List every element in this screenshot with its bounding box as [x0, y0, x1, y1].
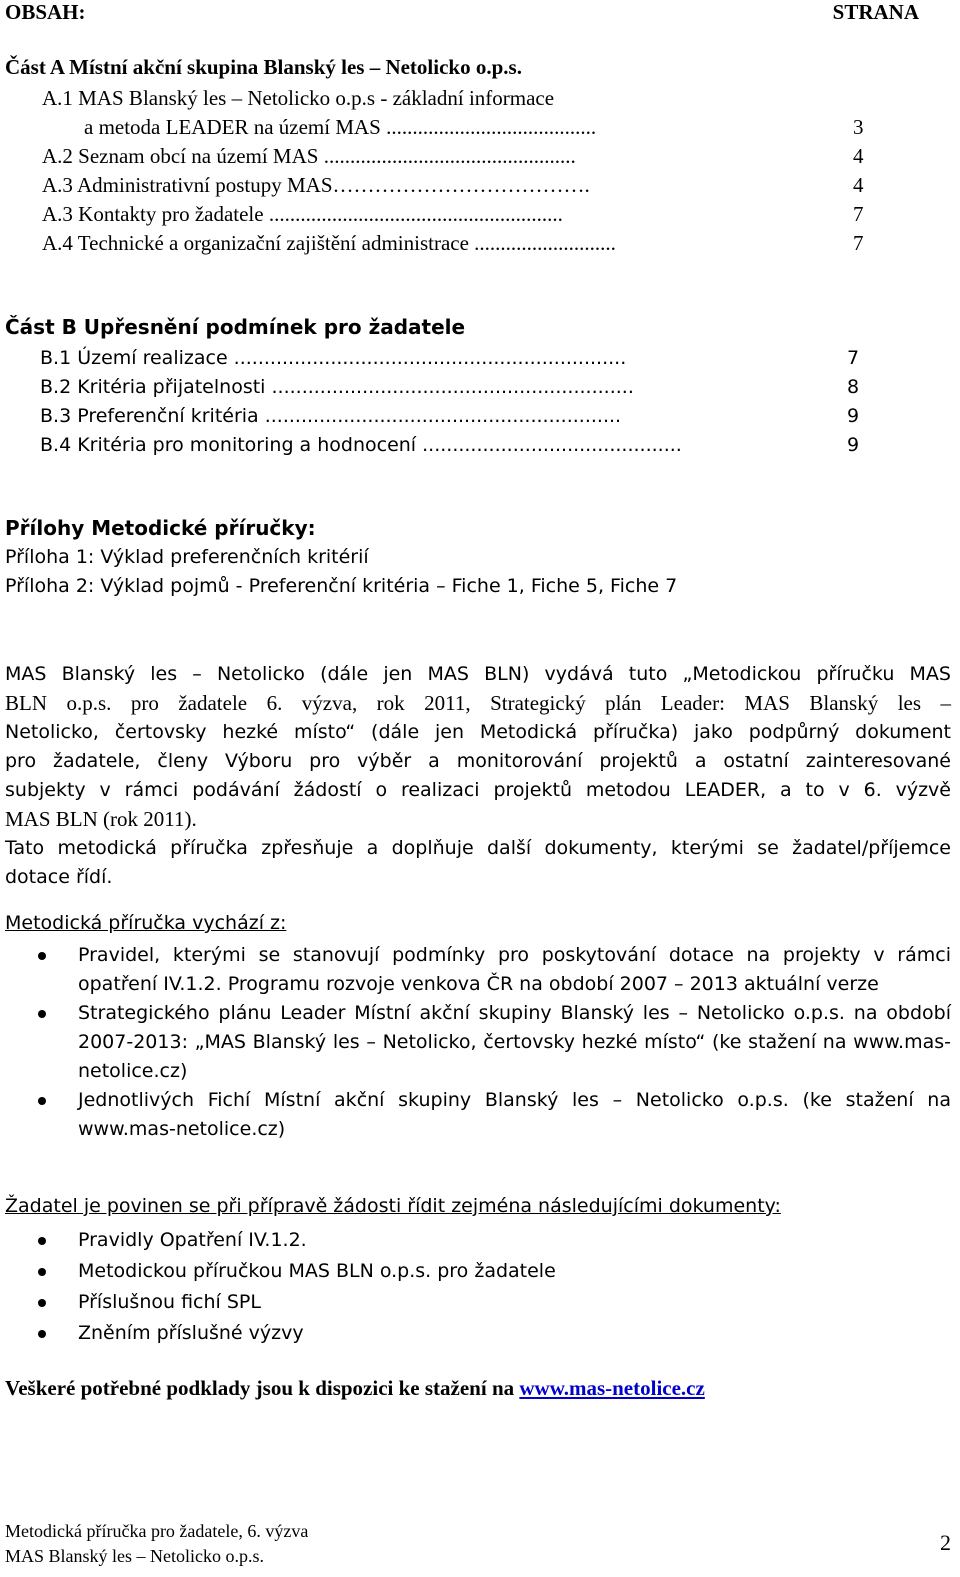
toc-page-number: 3 — [853, 115, 864, 139]
toc-page-number: 9 — [847, 405, 860, 427]
intro-line: pro žadatele, členy Výboru pro výběr a monitorování projektů a ostatní zainteresované — [5, 750, 951, 772]
appendices-title: Přílohy Metodické příručky: — [5, 516, 316, 540]
toc-entry-label: A.3 Kontakty pro žadatele ........................................................ — [42, 202, 563, 226]
obligations-list — [0, 1225, 951, 1349]
footer-doc-title: Metodická příručka pro žadatele, 6. výzva — [5, 1521, 309, 1541]
intro-line: Tato metodická příručka zpřesňuje a doplňuje další dokumenty, kterými se žadatel/příjemce — [5, 837, 951, 859]
toc-entry-a2[interactable] — [0, 142, 960, 171]
obligations-heading: Žadatel je povinen se při přípravě žádosti řídit zejména následujícími dokumenty: — [5, 1195, 781, 1217]
list-item: Příslušnou fichí SPL — [0, 1287, 951, 1318]
toc-page-number: 7 — [853, 231, 864, 255]
contents-heading: OBSAH: — [5, 0, 86, 24]
list-item: Metodickou příručkou MAS BLN o.p.s. pro žadatele — [0, 1256, 951, 1287]
appendix-2[interactable]: Příloha 2: Výklad pojmů - Preferenční kritéria – Fiche 1, Fiche 5, Fiche 7 — [5, 575, 678, 597]
intro-line: MAS BLN (rok 2011). — [5, 807, 197, 831]
toc-entry-label: B.1 Území realizace ................................................................. — [40, 347, 627, 369]
bullet-icon — [38, 1268, 46, 1276]
toc-page-number: 4 — [853, 173, 864, 197]
toc-entry-b2[interactable] — [0, 373, 960, 402]
intro-paragraph-2 — [5, 834, 951, 892]
closing-line — [5, 1376, 705, 1401]
toc-page-number: 7 — [853, 202, 864, 226]
list-item: Pravidel, kterými se stanovují podmínky pro poskytování dotace na projekty v rámci opatření IV.1.2. Programu rozvoje venkova ČR na období 2007 – 2013 aktuální verze — [0, 941, 951, 999]
bullet-icon — [38, 1237, 46, 1245]
footer-org-name: MAS Blanský les – Netolicko o.p.s. — [5, 1546, 264, 1566]
bullet-icon — [38, 1299, 46, 1307]
sources-heading: Metodická příručka vychází z: — [5, 912, 287, 934]
intro-line: subjekty v rámci podávání žádostí o realizaci projektů metodou LEADER, a to v 6. výzvě — [5, 779, 951, 801]
toc-entry-label: A.4 Technické a organizační zajištění administrace ........................... — [42, 231, 616, 255]
toc-entry-a4[interactable] — [0, 229, 960, 258]
toc-entry-a1[interactable] — [0, 84, 960, 113]
toc-entry-b1[interactable] — [0, 344, 960, 373]
toc-entry-b3[interactable] — [0, 402, 960, 431]
website-link[interactable]: www.mas-netolice.cz — [519, 1376, 705, 1400]
sources-list — [0, 941, 951, 1144]
bullet-icon — [38, 1097, 46, 1105]
toc-entry-a3[interactable] — [0, 171, 960, 200]
toc-page-number: 4 — [853, 144, 864, 168]
page-number: 2 — [940, 1530, 951, 1555]
toc-entry-b4[interactable] — [0, 431, 960, 460]
intro-line: BLN o.p.s. pro žadatele 6. výzva, rok 2011, Strategický plán Leader: MAS Blanský les – — [5, 691, 951, 715]
toc-entry-label: a metoda LEADER na území MAS ........................................ — [84, 115, 597, 139]
toc-page-number: 8 — [847, 376, 860, 398]
toc-entry-label: B.3 Preferenční kritéria ........................................................... — [40, 405, 622, 427]
intro-line: Netolicko, čertovsky hezké místo“ (dále jen Metodická příručka) jako podpůrný dokument — [5, 721, 951, 743]
toc-entry-a3-contacts[interactable] — [0, 200, 960, 229]
list-item: Jednotlivých Fichí Místní akční skupiny Blanský les – Netolicko o.p.s. (ke stažení na www.mas-netolice.cz) — [0, 1086, 951, 1144]
list-item: Zněním příslušné výzvy — [0, 1318, 951, 1349]
bullet-icon — [38, 952, 46, 960]
intro-line: dotace řídí. — [5, 866, 113, 888]
intro-paragraph — [5, 660, 951, 834]
list-item: Pravidly Opatření IV.1.2. — [0, 1225, 951, 1256]
toc-entry-label: B.4 Kritéria pro monitoring a hodnocení ........................................... — [40, 434, 682, 456]
toc-entry-label: A.3 Administrativní postupy MAS………………………………. — [42, 173, 590, 197]
toc-page-number: 7 — [847, 347, 860, 369]
closing-text: Veškeré potřebné podklady jsou k dispozici ke stažení na — [5, 1376, 520, 1400]
toc-part-b-title: Část B Upřesnění podmínek pro žadatele — [5, 315, 466, 339]
list-item: Strategického plánu Leader Místní akční skupiny Blanský les – Netolicko o.p.s. na období 2007-2013: „MAS Blanský les – Netolicko, čertovsky hezké místo“ (ke stažení na www.mas-netolice.cz) — [0, 999, 951, 1086]
bullet-icon — [38, 1330, 46, 1338]
toc-part-a-title: Část A Místní akční skupina Blanský les – Netolicko o.p.s. — [5, 55, 522, 79]
toc-entry-label: A.2 Seznam obcí na území MAS ................................................ — [42, 144, 576, 168]
intro-line: MAS Blanský les – Netolicko (dále jen MAS BLN) vydává tuto „Metodickou příručku MAS — [5, 663, 951, 685]
bullet-icon — [38, 1010, 46, 1018]
toc-page-number: 9 — [847, 434, 860, 456]
toc-entry-label: A.1 MAS Blanský les – Netolicko o.p.s - základní informace — [42, 86, 555, 110]
toc-entry-label: B.2 Kritéria přijatelnosti ............................................................ — [40, 376, 634, 398]
toc-entry-a1-cont[interactable] — [0, 113, 960, 142]
appendix-1[interactable]: Příloha 1: Výklad preferenčních kritérií — [5, 546, 369, 568]
page-column-heading: STRANA — [832, 0, 919, 24]
